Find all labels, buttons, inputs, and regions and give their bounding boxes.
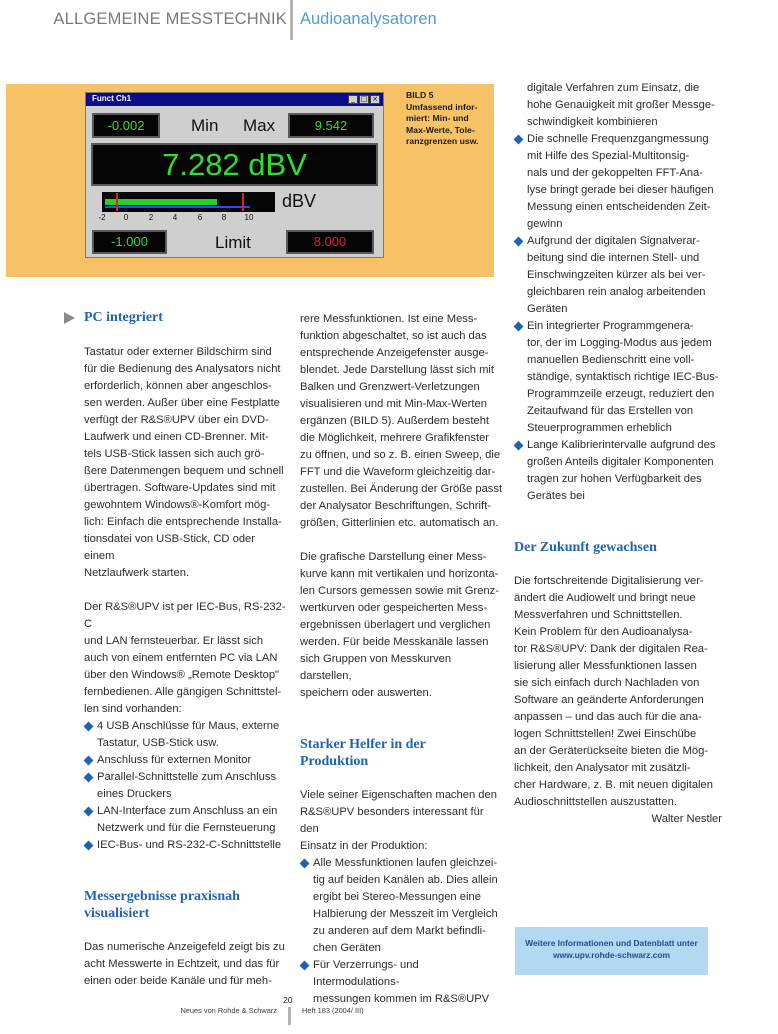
bullet-text: Halbierung der Messzeit im Vergleich — [313, 908, 498, 920]
level-bargraph — [102, 192, 275, 212]
info-text: Weitere Informationen und Datenblatt unter — [525, 938, 698, 948]
info-box — [515, 927, 708, 975]
text-line: fernbedienen. Alle gängigen Schnittstel- — [84, 686, 282, 698]
heading-text: Produktion — [300, 754, 369, 769]
text-line: werden. Für beide Messkanäle lassen — [300, 636, 489, 648]
text-line: größen, Gitterlinien etc. automatisch an. — [300, 517, 499, 529]
bullet-text: manuellen Bedienschritt eine voll- — [527, 354, 695, 366]
text-line: ergänzen (BILD 5). Außerdem besteht — [300, 415, 490, 427]
scale-ticks — [98, 213, 282, 225]
caption-line: ranzgrenzen usw. — [406, 136, 479, 146]
bullet-text: mit Hilfe des Spezial-Multitonsig- — [527, 150, 690, 162]
bullet-item — [84, 718, 286, 752]
upper-limit-marker — [242, 193, 244, 211]
level-bar — [105, 199, 217, 205]
function-window — [85, 92, 384, 258]
bullet-text: nals und der gekoppelten FFT-Ana- — [527, 167, 703, 179]
bullet-text: Einschwingzeiten kürzer als bei ver- — [527, 269, 706, 281]
text-line: Tastatur oder externer Bildschirm sind — [84, 346, 272, 358]
bullet-text: Aufgrund der digitalen Signalverar- — [527, 235, 700, 247]
bullet-list — [514, 131, 724, 505]
text-line: ergebnissen überlagert und verglichen — [300, 619, 491, 631]
text-line: Laufwerk und einen CD-Brenner. Mit- — [84, 431, 269, 443]
text-line: gewohntem Windows®-Komfort mög- — [84, 499, 271, 511]
text-line: Der R&S®UPV ist per IEC-Bus, RS-232-C — [84, 601, 286, 630]
text-line: auch von einem entfernten PC via LAN — [84, 652, 278, 664]
caption-label: BILD 5 — [406, 90, 434, 100]
text-line: ändert die Audiowelt und bringt neue — [514, 592, 696, 604]
bullet-text: zu anderen auf dem Markt befindli- — [313, 925, 486, 937]
text-line: an der Geräterückseite bieten die Mög- — [514, 745, 709, 757]
figure-caption — [406, 90, 490, 148]
level-bar-base — [105, 206, 250, 208]
text-line: sich Gruppen von Messkurven darstellen, — [300, 653, 452, 682]
publication-name: Neues von Rohde & Schwarz — [180, 1006, 277, 1015]
column-2 — [300, 311, 504, 1008]
text-line: Audioschnittstellen auszustatten. — [514, 796, 677, 808]
scale-tick: 10 — [244, 213, 254, 222]
scale-tick: 6 — [197, 213, 203, 222]
bullet-text: Ein integrierter Programmgenera- — [527, 320, 694, 332]
heading-messergebnisse — [64, 888, 286, 922]
text-line: übertragen. Software-Updates sind mit — [84, 482, 276, 494]
paragraph — [300, 549, 504, 702]
unit-label: dBV — [282, 191, 317, 211]
author: Walter Nestler — [651, 813, 722, 825]
heading-starker-helfer — [300, 736, 504, 770]
bullet-text: chen Geräten — [313, 942, 381, 954]
bullet-text: Die schnelle Frequenzgangmessung — [527, 133, 709, 145]
paragraph — [64, 939, 286, 990]
paragraph — [64, 599, 286, 718]
bullet-text: Zeitaufwand für das Erstellen von — [527, 405, 694, 417]
text-line: lisierung aller Messfunktionen lassen — [514, 660, 697, 672]
text-line: R&S®UPV besonders interessant für den — [300, 806, 484, 835]
bullet-list — [64, 718, 286, 854]
bullet-list — [300, 855, 504, 1008]
paragraph — [300, 787, 504, 855]
bullet-text: Alle Messfunktionen laufen gleichzei- — [313, 857, 498, 869]
close-icon: × — [370, 95, 380, 104]
text-line: Messverfahren und Schnittstellen. — [514, 609, 683, 621]
heading-text: Starker Helfer in der — [300, 737, 426, 752]
column-1 — [64, 309, 286, 990]
heading-text: PC integriert — [84, 310, 163, 325]
window-title: Funct Ch1 — [92, 94, 132, 103]
bullet-text: großen Anteils digitaler Komponenten — [527, 456, 714, 468]
text-line: anpassen – und das auch für die ana- — [514, 711, 702, 723]
maximize-icon: □ — [360, 95, 368, 103]
bullet-text: Lange Kalibrierintervalle aufgrund des — [527, 439, 716, 451]
text-line: acht Messwerte in Echtzeit, und das für — [84, 958, 280, 970]
text-line: tionsdatei von USB-Stick, CD oder einem — [84, 533, 255, 562]
paragraph — [300, 311, 504, 532]
heading-pc-integriert — [64, 309, 286, 326]
bullet-text: Anschluss für externen Monitor — [97, 754, 252, 766]
text-line: Die grafische Darstellung einer Mess- — [300, 551, 487, 563]
text-line: wertkurven oder gespeicherten Mess- — [300, 602, 488, 614]
text-line: zu öffnen, und so z. B. einen Sweep, die — [300, 449, 501, 461]
caption-line: Max-Werte, Tole- — [406, 124, 475, 135]
text-line: einen oder beide Kanäle und für meh- — [84, 975, 272, 987]
text-line: blendet. Jede Darstellung lässt sich mit — [300, 364, 495, 376]
bullet-text: eines Druckers — [97, 788, 172, 800]
heading-text: visualisiert — [84, 906, 150, 921]
bullet-text: gleichbaren rein analog arbeitenden — [527, 286, 706, 298]
heading-text: Messergebnisse praxisnah — [84, 889, 240, 904]
bullet-text: beitung sind die internen Stell- und — [527, 252, 700, 264]
section-title: ALLGEMEINE MESSTECHNIK — [53, 10, 287, 28]
scale-tick: 8 — [221, 213, 227, 222]
text-line: erforderlich, können aber angeschlos- — [84, 380, 272, 392]
text-line: kurve kann mit vertikalen und horizonta- — [300, 568, 499, 580]
paragraph — [64, 344, 286, 582]
bullet-text: Gerätes bei — [527, 490, 585, 502]
text-line: speichern oder auswerten. — [300, 687, 432, 699]
text-line: Netzlaufwerk starten. — [84, 567, 190, 579]
text-line: cher Hardware, z. B. mit neuen digitalen — [514, 779, 713, 791]
max-value-display: 9.542 — [288, 113, 374, 138]
min-label: Min — [191, 116, 219, 135]
bullet-text: IEC-Bus- und RS-232-C-Schnittstelle — [97, 839, 282, 851]
text-line: entsprechende Anzeigefenster ausge- — [300, 347, 489, 359]
upper-limit-display: 8.000 — [286, 230, 374, 254]
bullet-item — [84, 769, 286, 803]
scale-tick: 0 — [123, 213, 129, 222]
paragraph — [514, 80, 724, 131]
heading-zukunft: Der Zukunft gewachsen — [514, 540, 657, 555]
lower-limit-marker — [116, 193, 118, 211]
text-line: schwindigkeit kombinieren — [527, 116, 658, 128]
max-label: Max — [243, 116, 276, 135]
text-line: Einsatz in der Produktion: — [300, 840, 428, 852]
scale-tick: 2 — [148, 213, 154, 222]
bullet-text: Messung einen entscheidenden Zeit- — [527, 201, 711, 213]
bullet-item — [514, 131, 724, 233]
page-footer — [0, 990, 778, 1034]
bullet-text: gewinn — [527, 218, 563, 230]
bullet-text: tig auf beiden Kanälen ab. Dies allein — [313, 874, 498, 886]
text-line: lich: Einfach die entsprechende Installa- — [84, 516, 282, 528]
bullet-item — [514, 233, 724, 318]
main-value-display: 7.282 dBV — [91, 143, 378, 186]
column-3 — [514, 80, 724, 828]
footer-divider — [288, 1007, 291, 1025]
text-line: ßere Datenmengen bequem und schnell — [84, 465, 284, 477]
text-line: und LAN fernsteuerbar. Er lässt sich — [84, 635, 264, 647]
limit-label: Limit — [215, 233, 251, 252]
bullet-item — [300, 855, 504, 957]
bullet-item — [84, 803, 286, 837]
text-line: für die Bedienung des Analysators nicht — [84, 363, 281, 375]
bullet-text: Parallel-Schnittstelle zum Anschluss — [97, 771, 277, 783]
text-line: der Analysator Beschriftungen, Schrift- — [300, 500, 491, 512]
text-line: logen Schnittstellen! Zwei Einschübe — [514, 728, 697, 740]
bullet-text: Programmzeile erzeugt, reduziert den — [527, 388, 715, 400]
issue-info: Heft 183 (2004/ III) — [302, 1006, 364, 1015]
bullet-text: messungen kommen im R&S®UPV — [313, 993, 490, 1005]
minimize-icon: _ — [348, 95, 358, 104]
bullet-item — [514, 437, 724, 505]
bullet-text: ständige, syntaktisch richtige IEC-Bus- — [527, 371, 719, 383]
bullet-text: Steuerprogrammen erheblich — [527, 422, 672, 434]
text-line: Balken und Grenzwert-Verletzungen — [300, 381, 480, 393]
bullet-text: tor, der im Logging-Modus aus jedem — [527, 337, 712, 349]
text-line: funktion abgeschaltet, so ist auch das — [300, 330, 487, 342]
page-header — [0, 0, 778, 42]
bullet-item — [84, 837, 286, 854]
text-line: über den Windows® „Remote Desktop" — [84, 669, 280, 681]
text-line: Kein Problem für den Audioanalysa- — [514, 626, 693, 638]
text-line: Das numerische Anzeigefeld zeigt bis zu — [84, 941, 285, 953]
text-line: tor R&S®UPV: Dank der digitalen Rea- — [514, 643, 708, 655]
bullet-text: Für Verzerrungs- und Intermodulations- — [313, 959, 419, 988]
triangle-marker-icon — [64, 312, 75, 324]
text-line: verfügt der R&S®UPV über ein DVD- — [84, 414, 269, 426]
bullet-text: lyse bringt gerade bei dieser häufigen — [527, 184, 714, 196]
info-link[interactable]: www.upv.rohde-schwarz.com — [553, 950, 670, 960]
text-line: Software an geänderte Anforderungen — [514, 694, 704, 706]
scale-tick: -2 — [98, 213, 106, 222]
bullet-text: ergibt bei Stereo-Messungen eine — [313, 891, 481, 903]
bullet-text: Netzwerk und für die Fernsteuerung — [97, 822, 276, 834]
text-line: digitale Verfahren zum Einsatz, die — [527, 82, 700, 94]
text-line: die Möglichkeit, mehrere Grafikfenster — [300, 432, 490, 444]
page-number: 20 — [283, 995, 293, 1005]
topic-title: Audioanalysatoren — [300, 10, 437, 28]
bullet-text: Geräten — [527, 303, 568, 315]
bullet-text: LAN-Interface zum Anschluss an ein — [97, 805, 278, 817]
bullet-item — [514, 318, 724, 437]
text-line: len Cursors gemessen sowie mit Grenz- — [300, 585, 499, 597]
text-line: Viele seiner Eigenschaften machen den — [300, 789, 497, 801]
text-line: zustellen. Bei Änderung der Größe passt — [300, 483, 503, 495]
caption-line: Umfassend infor- — [406, 101, 478, 112]
lower-limit-display: -1.000 — [92, 230, 167, 254]
header-divider — [290, 0, 293, 40]
caption-line: miert: Min- und — [406, 113, 469, 123]
bullet-text: 4 USB Anschlüsse für Maus, externe — [97, 720, 280, 732]
text-line: sen werden. Außer über eine Festplatte — [84, 397, 280, 409]
text-line: Die fortschreitende Digitalisierung ver- — [514, 575, 704, 587]
text-line: visualisieren und mit Min-Max-Werten — [300, 398, 487, 410]
text-line: lichkeit, den Analysator mit zusätzli- — [514, 762, 691, 774]
bullet-item — [84, 752, 286, 769]
text-line: sie sich einfach durch Nachladen von — [514, 677, 700, 689]
text-line: FFT und die Waveform gleichzeitig dar- — [300, 466, 496, 478]
window-titlebar — [86, 93, 383, 106]
window-controls — [348, 95, 380, 104]
min-value-display: -0.002 — [92, 113, 160, 138]
scale-tick: 4 — [172, 213, 178, 222]
bullet-text: Tastatur, USB-Stick usw. — [97, 737, 219, 749]
text-line: len sind vorhanden: — [84, 703, 182, 715]
bullet-text: tragen zur hohen Verfügbarkeit des — [527, 473, 702, 485]
text-line: hohe Genauigkeit mit großer Messge- — [527, 99, 715, 111]
text-line: tels USB-Stick lassen sich auch grö- — [84, 448, 265, 460]
text-line: rere Messfunktionen. Ist eine Mess- — [300, 313, 478, 325]
paragraph — [514, 573, 724, 811]
